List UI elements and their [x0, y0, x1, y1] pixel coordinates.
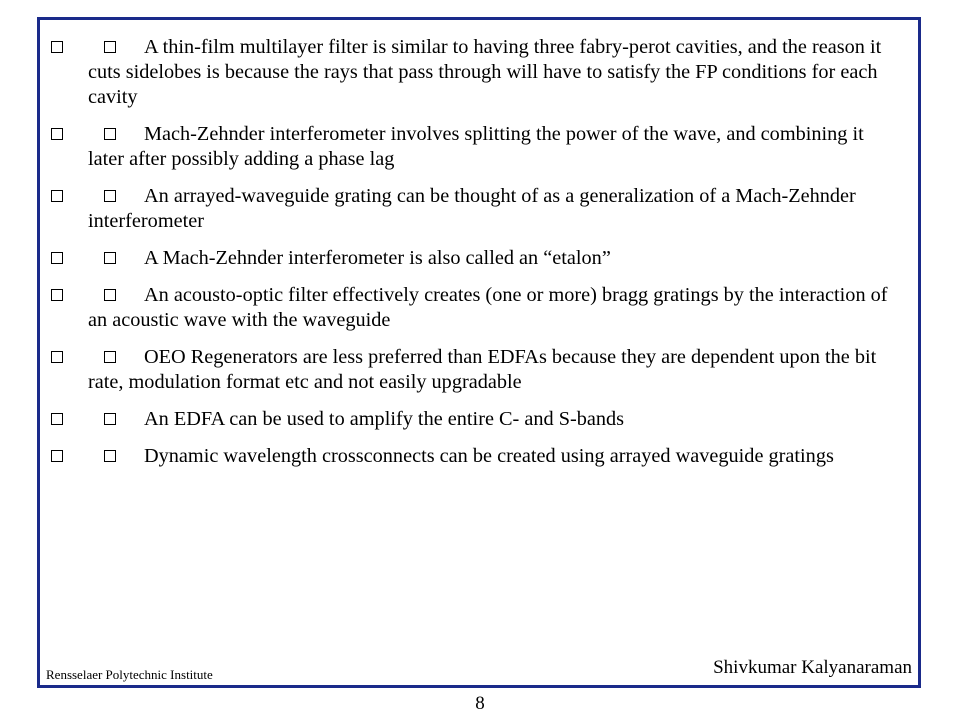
- statement-item-4: [48, 246, 888, 271]
- false-checkbox[interactable]: [104, 128, 116, 140]
- answer-boxes: [48, 351, 148, 367]
- false-checkbox[interactable]: [104, 289, 116, 301]
- statement-item-1: [48, 35, 888, 110]
- false-checkbox[interactable]: [104, 252, 116, 264]
- footer-institution: Rensselaer Polytechnic Institute: [46, 667, 213, 682]
- statement-list: [48, 35, 888, 481]
- answer-boxes: [48, 128, 148, 144]
- statement-text: An EDFA can be used to amplify the entire C- and S-bands: [144, 408, 625, 430]
- answer-boxes: [48, 41, 148, 57]
- statement-item-5: [48, 283, 888, 333]
- statement-item-7: [48, 407, 888, 432]
- statement-text: OEO Regenerators are less preferred than EDFAs because they are dependent upon the bit rate, modulation format etc and not easily upgradable: [88, 346, 877, 393]
- statement-item-8: [48, 444, 888, 469]
- slide-frame: [37, 17, 921, 688]
- answer-boxes: [48, 450, 148, 466]
- false-checkbox[interactable]: [104, 41, 116, 53]
- true-checkbox[interactable]: [51, 289, 63, 301]
- true-checkbox[interactable]: [51, 128, 63, 140]
- false-checkbox[interactable]: [104, 190, 116, 202]
- answer-boxes: [48, 190, 148, 206]
- true-checkbox[interactable]: [51, 41, 63, 53]
- statement-item-6: [48, 345, 888, 395]
- statement-text: Mach-Zehnder interferometer involves splitting the power of the wave, and combining it later after possibly adding a phase lag: [88, 123, 864, 170]
- answer-boxes: [48, 252, 148, 268]
- true-checkbox[interactable]: [51, 351, 63, 363]
- true-checkbox[interactable]: [51, 252, 63, 264]
- statement-text: A thin-film multilayer filter is similar to having three fabry-perot cavities, and the reason it cuts sidelobes is because the rays that pass through will have to satisfy the FP conditions for each cavity: [88, 36, 882, 108]
- statement-item-2: [48, 122, 888, 172]
- answer-boxes: [48, 413, 148, 429]
- statement-text: An arrayed-waveguide grating can be thought of as a generalization of a Mach-Zehnder interferometer: [88, 185, 856, 232]
- true-checkbox[interactable]: [51, 413, 63, 425]
- statement-text: A Mach-Zehnder interferometer is also called an “etalon”: [144, 247, 611, 269]
- false-checkbox[interactable]: [104, 450, 116, 462]
- footer-author: Shivkumar Kalyanaraman: [713, 657, 912, 678]
- false-checkbox[interactable]: [104, 351, 116, 363]
- statement-item-3: [48, 184, 888, 234]
- page-number: 8: [475, 693, 485, 714]
- statement-text: Dynamic wavelength crossconnects can be created using arrayed waveguide gratings: [144, 445, 834, 467]
- answer-boxes: [48, 289, 148, 305]
- false-checkbox[interactable]: [104, 413, 116, 425]
- statement-text: An acousto-optic filter effectively creates (one or more) bragg gratings by the interaction of an acoustic wave with the waveguide: [88, 284, 888, 331]
- true-checkbox[interactable]: [51, 190, 63, 202]
- true-checkbox[interactable]: [51, 450, 63, 462]
